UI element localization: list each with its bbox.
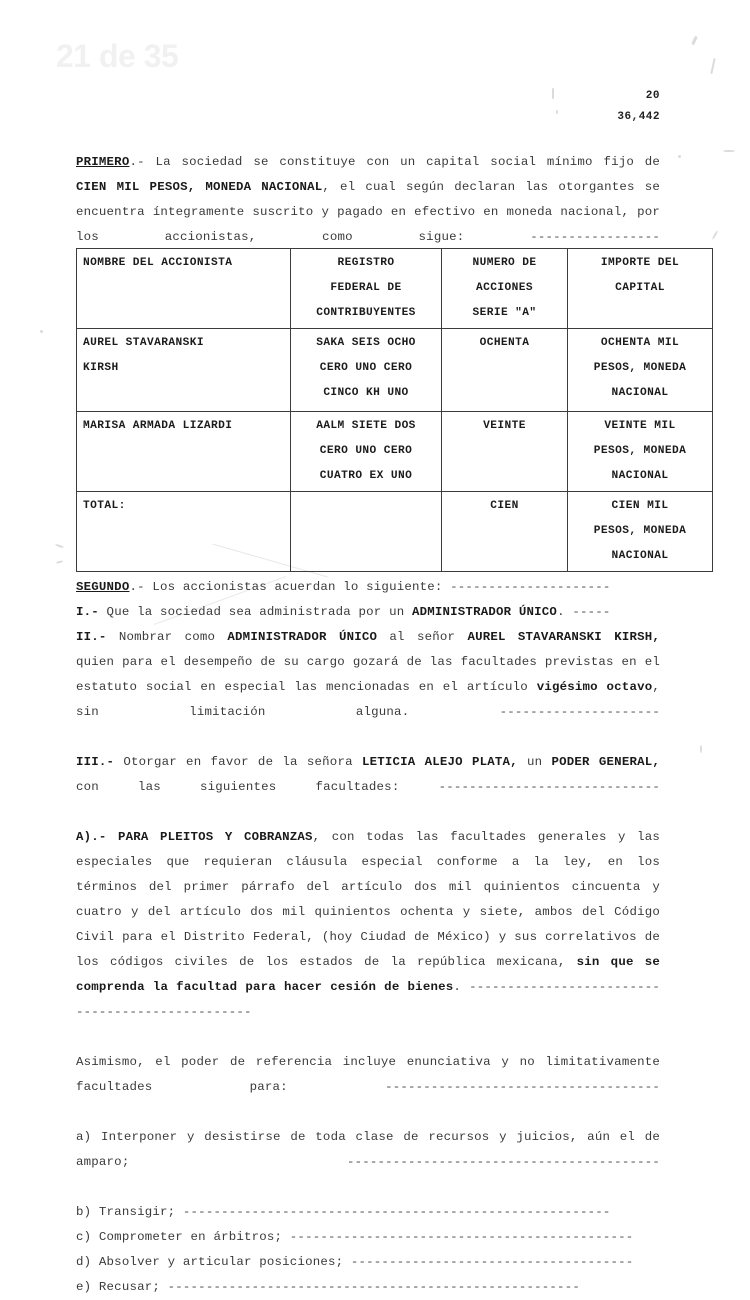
total-cell-label [77, 492, 291, 572]
scan-speck [712, 230, 719, 240]
dash-filler: --------------------- [450, 580, 611, 594]
item-iii-bold-name: LETICIA ALEJO PLATA, [361, 755, 518, 769]
total-capital-line1: CIEN MIL [611, 500, 669, 512]
header-cell-shares [442, 249, 568, 329]
header-shares-line2: ACCIONES [476, 282, 533, 294]
clause-segundo-item-i [76, 600, 660, 625]
facultad-item-e [76, 1275, 660, 1300]
row2-capital-line3: NACIONAL [611, 470, 669, 482]
dash-filler: --------------------------------------------- [289, 1230, 634, 1244]
scan-speck [40, 330, 43, 333]
row1-rfc-line2: CERO UNO CERO [319, 362, 413, 374]
total-cell-rfc [291, 492, 442, 572]
scan-speck [55, 544, 64, 549]
item-iii-number: III.- [76, 755, 115, 769]
table-total-row [77, 492, 713, 572]
item-i-text-b: . [557, 605, 573, 619]
facultad-a-text: a) Interponer y desistirse de toda clase de recursos y juicios, aún el de amparo; [76, 1130, 660, 1169]
clause-primero-line2b: , el cual según declaran las [322, 180, 549, 194]
asimismo-text: Asimismo, el poder de referencia incluye enunciativa y no limitativamente facultades para: [76, 1055, 660, 1094]
item-ii-text-d: , sin limitación alguna. [76, 680, 660, 719]
row2-name-line1: MARISA ARMADA LIZARDI [83, 420, 233, 432]
facultad-item-d [76, 1250, 660, 1275]
clause-segundo-label: SEGUNDO [76, 580, 130, 594]
clause-a-bold-restriction: sin que se comprenda la facultad para hacer cesión de bienes [76, 955, 660, 994]
scan-speck [556, 110, 558, 114]
total-capital-line2: PESOS, MONEDA [593, 525, 687, 537]
item-ii-bold-article: vigésimo octavo [536, 680, 653, 694]
facultad-item-a [76, 1125, 660, 1200]
dash-filler: -------------------------------------------------------- [182, 1205, 611, 1219]
row1-rfc-line1: SAKA SEIS OCHO [316, 337, 416, 349]
row1-capital-line3: NACIONAL [611, 387, 669, 399]
row2-shares-value: VEINTE [483, 420, 526, 432]
clause-primero-line1: .- La sociedad se constituye con un capital social mínimo [129, 155, 593, 169]
header-shares-line1: NUMERO DE [472, 257, 537, 269]
clause-segundo-intro-text: .- Los accionistas acuerdan lo siguiente: [129, 580, 451, 594]
row2-cell-capital [568, 412, 713, 492]
item-ii-text-b: al señor [377, 630, 468, 644]
scan-speck [56, 560, 63, 564]
total-capital-line3: NACIONAL [611, 550, 669, 562]
row2-cell-shares [442, 412, 568, 492]
header-cell-rfc [291, 249, 442, 329]
scan-speck [700, 745, 702, 753]
page-watermark: 21 de 35 [56, 38, 179, 74]
row1-cell-name [77, 329, 291, 412]
total-label: TOTAL: [83, 500, 126, 512]
clause-segundo-item-ii [76, 625, 660, 750]
table-header-row [77, 249, 713, 329]
item-iii-text-a: Otorgar en favor de la señora [114, 755, 362, 769]
item-iii-bold-poder: PODER GENERAL, [551, 755, 660, 769]
clause-a-text1: , con todas las facultades generales y las especiales que requieran cláusula especial conforme a la ley, en los términos del primer párrafo del artículo dos mil quinientos cincuenta y cuatro y del artículo dos mil quinientos ochenta y siete, ambos del Código Civil para el Distrito Federal, (hoy Ciudad de México) y sus correlativos de los códigos civiles de los estados de la república mexicana, [76, 830, 661, 969]
facultad-e-text: e) Recusar; [76, 1280, 168, 1294]
scan-speck [723, 150, 735, 152]
row1-rfc-line3: CINCO KH UNO [323, 387, 409, 399]
dash-filler: ----------------- [530, 230, 660, 244]
shareholders-table [76, 248, 713, 572]
facultad-d-text: d) Absolver y articular posiciones; [76, 1255, 351, 1269]
facultad-b-text: b) Transigir; [76, 1205, 183, 1219]
page-header-numbers [617, 86, 660, 128]
dash-filler: ------------------------------------------------ [76, 980, 660, 1019]
row2-cell-name [77, 412, 291, 492]
dash-filler: ----- [572, 605, 611, 619]
item-iii-text-b: un [517, 755, 552, 769]
item-ii-text-c: quien para el desempeño de su cargo gozará de las facultades previstas en el estatuto social en especial las mencionadas en el artículo [76, 655, 660, 694]
item-iii-text-c: con las siguientes facultades: [76, 780, 439, 794]
scan-speck [710, 58, 715, 74]
clause-a-title: PARA PLEITOS Y COBRANZAS [106, 830, 313, 844]
row1-shares-value: OCHENTA [479, 337, 530, 349]
total-shares-value: CIEN [490, 500, 519, 512]
capital-amount-bold: CIEN MIL PESOS, MONEDA NACIONAL [76, 180, 323, 194]
dash-filler: --------------------- [499, 705, 660, 719]
facultad-c-text: c) Comprometer en árbitros; [76, 1230, 290, 1244]
row2-rfc-line1: AALM SIETE DOS [316, 420, 416, 432]
header-cell-name [77, 249, 291, 329]
page-number: 20 [645, 90, 660, 102]
total-cell-capital [568, 492, 713, 572]
facultad-item-c [76, 1225, 660, 1250]
clause-primero-line2a: fijo de [603, 155, 660, 169]
shareholders-table-wrapper [76, 248, 687, 572]
header-capital-line2: CAPITAL [615, 282, 665, 294]
facultad-item-b [76, 1200, 660, 1225]
item-ii-text-a: Nombrar como [106, 630, 228, 644]
header-rfc-line1: REGISTRO [337, 257, 395, 269]
header-rfc-line3: CONTRIBUYENTES [316, 307, 416, 319]
row2-capital-line2: PESOS, MONEDA [593, 445, 687, 457]
header-name-line1: NOMBRE DEL ACCIONISTA [83, 257, 233, 269]
dash-filler: ----------------------------- [438, 780, 660, 794]
item-ii-bold-role: ADMINISTRADOR ÚNICO [227, 630, 378, 644]
row1-name-line1: AUREL STAVARANSKI [83, 337, 204, 349]
clause-a-text3: . [453, 980, 470, 994]
folio-number: 36,442 [617, 111, 660, 123]
header-rfc-line2: FEDERAL DE [330, 282, 402, 294]
row2-capital-line1: VEINTE MIL [604, 420, 676, 432]
row1-cell-shares [442, 329, 568, 412]
dash-filler: ------------------------------------- [350, 1255, 634, 1269]
item-ii-bold-name: AUREL STAVARANSKI KIRSH, [467, 630, 661, 644]
table-row [77, 329, 713, 412]
item-i-number: I.- [76, 605, 99, 619]
item-i-bold: ADMINISTRADOR ÚNICO [411, 605, 558, 619]
clause-a-pleitos [76, 825, 660, 1050]
scan-speck [691, 36, 698, 45]
header-capital-line1: IMPORTE DEL [600, 257, 680, 269]
row1-capital-line1: OCHENTA MIL [600, 337, 680, 349]
row1-cell-capital [568, 329, 713, 412]
item-ii-number: II.- [76, 630, 107, 644]
row1-capital-line2: PESOS, MONEDA [593, 362, 687, 374]
header-cell-capital [568, 249, 713, 329]
scan-speck [552, 88, 554, 99]
row1-cell-rfc [291, 329, 442, 412]
clause-segundo-item-iii [76, 750, 660, 825]
clause-primero-label: PRIMERO [76, 155, 130, 169]
row2-rfc-line2: CERO UNO CERO [319, 445, 413, 457]
item-i-text-a: Que la sociedad sea administrada por un [98, 605, 412, 619]
dash-filler: ----------------------------------------- [346, 1155, 660, 1169]
dash-filler: ------------------------------------ [385, 1080, 660, 1094]
header-shares-line3: SERIE "A" [472, 307, 537, 319]
row2-cell-rfc [291, 412, 442, 492]
scan-speck [678, 155, 681, 158]
clause-primero-line3: otorgantes se encuentra íntegramente suscrito y pagado en efectivo [76, 180, 661, 219]
clause-segundo-intro [76, 575, 660, 600]
row2-rfc-line3: CUATRO EX UNO [319, 470, 413, 482]
clause-primero-line4: en moneda nacional, por los accionistas, como sigue: [76, 205, 661, 244]
table-row [77, 412, 713, 492]
total-cell-shares [442, 492, 568, 572]
row1-name-line2: KIRSH [83, 362, 119, 374]
clause-a-label: A).- [76, 830, 107, 844]
dash-filler: ------------------------------------------------------ [167, 1280, 580, 1294]
clause-a-asimismo [76, 1050, 660, 1125]
